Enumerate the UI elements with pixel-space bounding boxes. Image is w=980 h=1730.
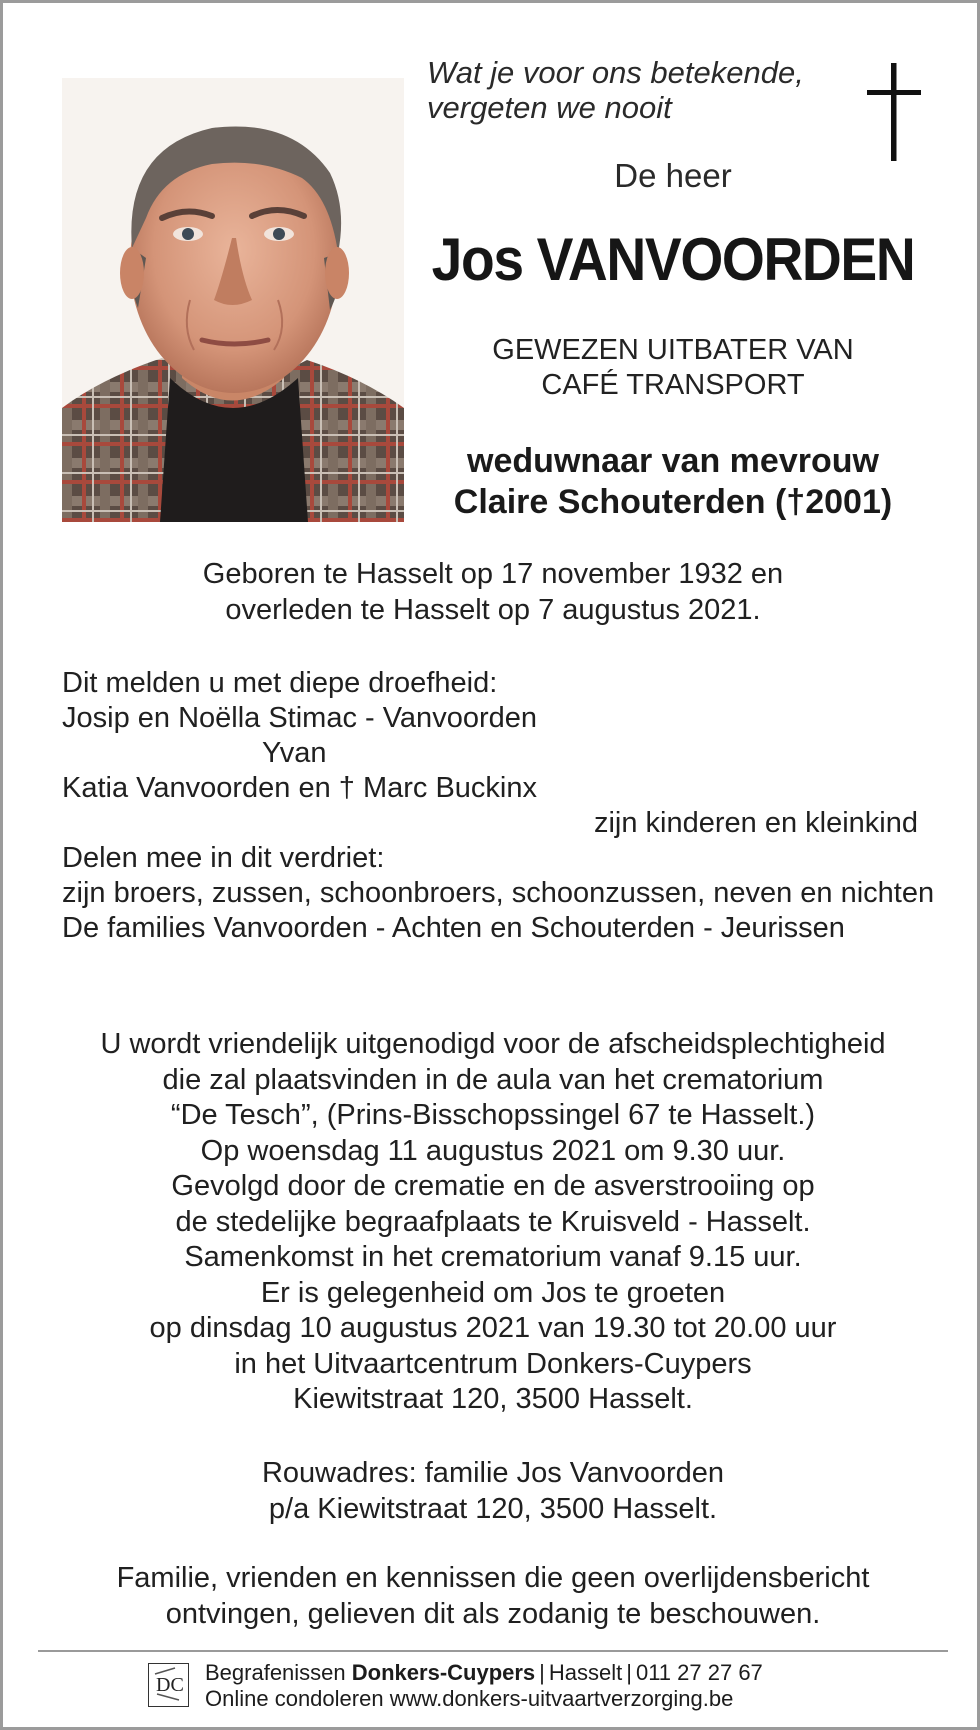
ceremony-line: “De Tesch”, (Prins-Bisschopssingel 67 te Hasselt.): [170, 1099, 816, 1131]
closing-line: ontvingen, gelieven dit als zodanig te beschouwen.: [165, 1597, 821, 1630]
ceremony-line: die zal plaatsvinden in de aula van het crematorium: [162, 1063, 824, 1096]
spouse-line: Claire Schouterden (†2001): [453, 483, 893, 521]
motto-line: Wat je voor ons betekende,: [427, 55, 804, 90]
deceased-name: Jos VANVOORDEN: [431, 226, 915, 293]
occupation-line: GEWEZEN UITBATER VAN: [492, 334, 854, 366]
closing-note: [43, 1561, 943, 1632]
birth-line: Geboren te Hasselt op 17 november 1932 en: [202, 558, 784, 590]
ceremony-line: U wordt vriendelijk uitgenodigd voor de afscheidsplechtigheid: [100, 1028, 886, 1060]
families-text: De families Vanvoorden - Achten en Schouterden - Jeurissen: [62, 912, 845, 944]
motto-text: [427, 55, 827, 125]
ceremony-line: Er is gelegenheid om Jos te groeten: [260, 1276, 726, 1309]
funeral-home-logo: [148, 1663, 189, 1707]
ceremony-line: Samenkomst in het crematorium vanaf 9.15 uur.: [184, 1241, 802, 1273]
child-names: Josip en Noëlla Stimac - Vanvoorden: [62, 702, 537, 734]
footer-city: Hasselt: [548, 1660, 623, 1685]
address-line: p/a Kiewitstraat 120, 3500 Hasselt.: [268, 1492, 718, 1525]
birth-death-text: [43, 557, 943, 628]
address-line: Rouwadres: familie Jos Vanvoorden: [261, 1457, 725, 1489]
occupation: [423, 333, 923, 403]
cross-icon: [865, 63, 923, 161]
ceremony-line: Op woensdag 11 augustus 2021 om 9.30 uur.: [200, 1134, 786, 1167]
spouse-line: weduwnaar van mevrouw: [467, 442, 879, 480]
share-intro: Delen mee in dit verdriet:: [62, 842, 385, 874]
announcement-block: [62, 666, 942, 946]
ceremony-line: in het Uitvaartcentrum Donkers-Cuypers: [234, 1347, 752, 1380]
grandchild-name: Yvan: [262, 737, 327, 769]
logo-letters: DC: [156, 1674, 184, 1696]
announcement-intro: Dit melden u met diepe droefheid:: [62, 667, 498, 699]
ceremony-details: [43, 1027, 943, 1418]
footer-online-label: Online condoleren: [205, 1686, 384, 1711]
footer-phone[interactable]: 011 27 27 67: [635, 1660, 763, 1685]
footer-prefix: Begrafenissen: [205, 1660, 346, 1685]
child-names: Katia Vanvoorden en † Marc Buckinx: [62, 772, 538, 804]
ceremony-line: Gevolgd door de crematie en de asverstrooiing op: [171, 1170, 815, 1202]
occupation-line: CAFÉ TRANSPORT: [541, 369, 805, 401]
motto-line: vergeten we nooit: [427, 90, 672, 125]
death-line: overleden te Hasselt op 7 augustus 2021.: [225, 593, 761, 626]
footer-website-link[interactable]: www.donkers-uitvaartverzorging.be: [389, 1686, 734, 1711]
footer-company-line: Begrafenissen Donkers-Cuypers | Hasselt | 011 27 27 67: [205, 1660, 763, 1685]
footer-company: Donkers-Cuypers: [351, 1660, 536, 1685]
ceremony-line: Kiewitstraat 120, 3500 Hasselt.: [293, 1383, 693, 1415]
siblings-text: zijn broers, zussen, schoonbroers, schoonzussen, neven en nichten: [62, 877, 935, 909]
footer-online-line: [205, 1686, 733, 1712]
honorific: De heer: [614, 157, 732, 194]
mourning-address: [43, 1456, 943, 1527]
ceremony-line: op dinsdag 10 augustus 2021 van 19.30 tot 20.00 uur: [149, 1312, 837, 1344]
relation-label: zijn kinderen en kleinkind: [593, 807, 918, 839]
portrait-photo: [62, 78, 404, 522]
closing-line: Familie, vrienden en kennissen die geen overlijdensbericht: [116, 1562, 870, 1594]
ceremony-line: de stedelijke begraafplaats te Kruisveld - Hasselt.: [175, 1205, 811, 1238]
footer-divider: [38, 1650, 948, 1652]
spouse-info: [423, 441, 923, 523]
